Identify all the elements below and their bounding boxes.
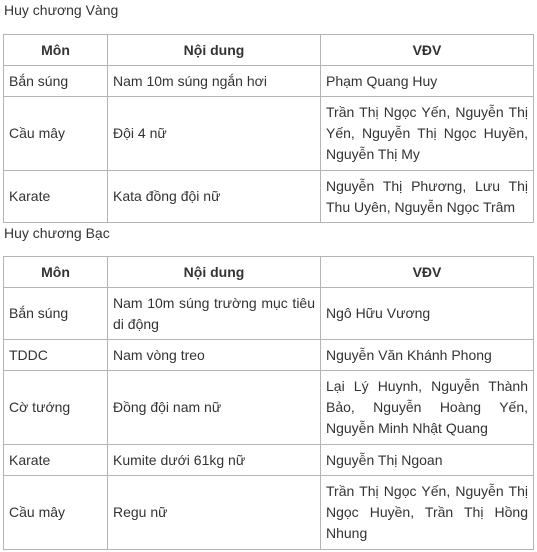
table-row (4, 445, 534, 476)
athletes-cell: Nguyễn Thị Ngoan (321, 445, 534, 476)
column-header-sport: Môn (4, 35, 108, 66)
table-row (4, 97, 534, 171)
table-header-row (4, 35, 534, 66)
sport-cell: Bắn súng (4, 288, 108, 340)
athletes-cell: Ngô Hữu Vương (321, 288, 534, 340)
sport-cell: TDDC (4, 340, 108, 371)
table-row (4, 371, 534, 445)
athletes-cell: Nguyễn Thị Phương, Lưu Thị Thu Uyên, Nguyễn Ngọc Trâm (321, 171, 534, 223)
athletes-cell: Nguyễn Văn Khánh Phong (321, 340, 534, 371)
event-cell: Kumite dưới 61kg nữ (108, 445, 321, 476)
athletes-cell: Trần Thị Ngọc Yến, Nguyễn Thị Yến, Nguyễn Thị Ngọc Huyền, Nguyễn Thị My (321, 97, 534, 171)
sport-cell: Cờ tướng (4, 371, 108, 445)
column-header-event: Nội dung (108, 257, 321, 288)
gold-medal-heading: Huy chương Vàng (4, 2, 119, 18)
table-row (4, 288, 534, 340)
sport-cell: Bắn súng (4, 66, 108, 97)
event-cell: Đội 4 nữ (108, 97, 321, 171)
sport-cell: Cầu mây (4, 97, 108, 171)
table-header-row (4, 257, 534, 288)
column-header-event: Nội dung (108, 35, 321, 66)
sport-cell: Karate (4, 445, 108, 476)
event-cell: Nam vòng treo (108, 340, 321, 371)
sport-cell: Karate (4, 171, 108, 223)
table-row (4, 66, 534, 97)
table-row (4, 171, 534, 223)
event-cell: Kata đồng đội nữ (108, 171, 321, 223)
event-cell: Regu nữ (108, 476, 321, 550)
event-cell: Đồng đội nam nữ (108, 371, 321, 445)
column-header-sport: Môn (4, 257, 108, 288)
silver-medal-heading: Huy chương Bạc (4, 225, 110, 241)
event-cell: Nam 10m súng trường mục tiêu di động (108, 288, 321, 340)
event-cell: Nam 10m súng ngắn hơi (108, 66, 321, 97)
table-row (4, 476, 534, 550)
column-header-athletes: VĐV (321, 35, 534, 66)
athletes-cell: Lại Lý Huynh, Nguyễn Thành Bảo, Nguyễn Hoàng Yến, Nguyễn Minh Nhật Quang (321, 371, 534, 445)
sport-cell: Cầu mây (4, 476, 108, 550)
gold-medal-table (3, 34, 534, 223)
table-row (4, 340, 534, 371)
column-header-athletes: VĐV (321, 257, 534, 288)
athletes-cell: Phạm Quang Huy (321, 66, 534, 97)
athletes-cell: Trần Thị Ngọc Yến, Nguyễn Thị Ngọc Huyền, Trần Thị Hồng Nhung (321, 476, 534, 550)
silver-medal-table (3, 256, 534, 550)
